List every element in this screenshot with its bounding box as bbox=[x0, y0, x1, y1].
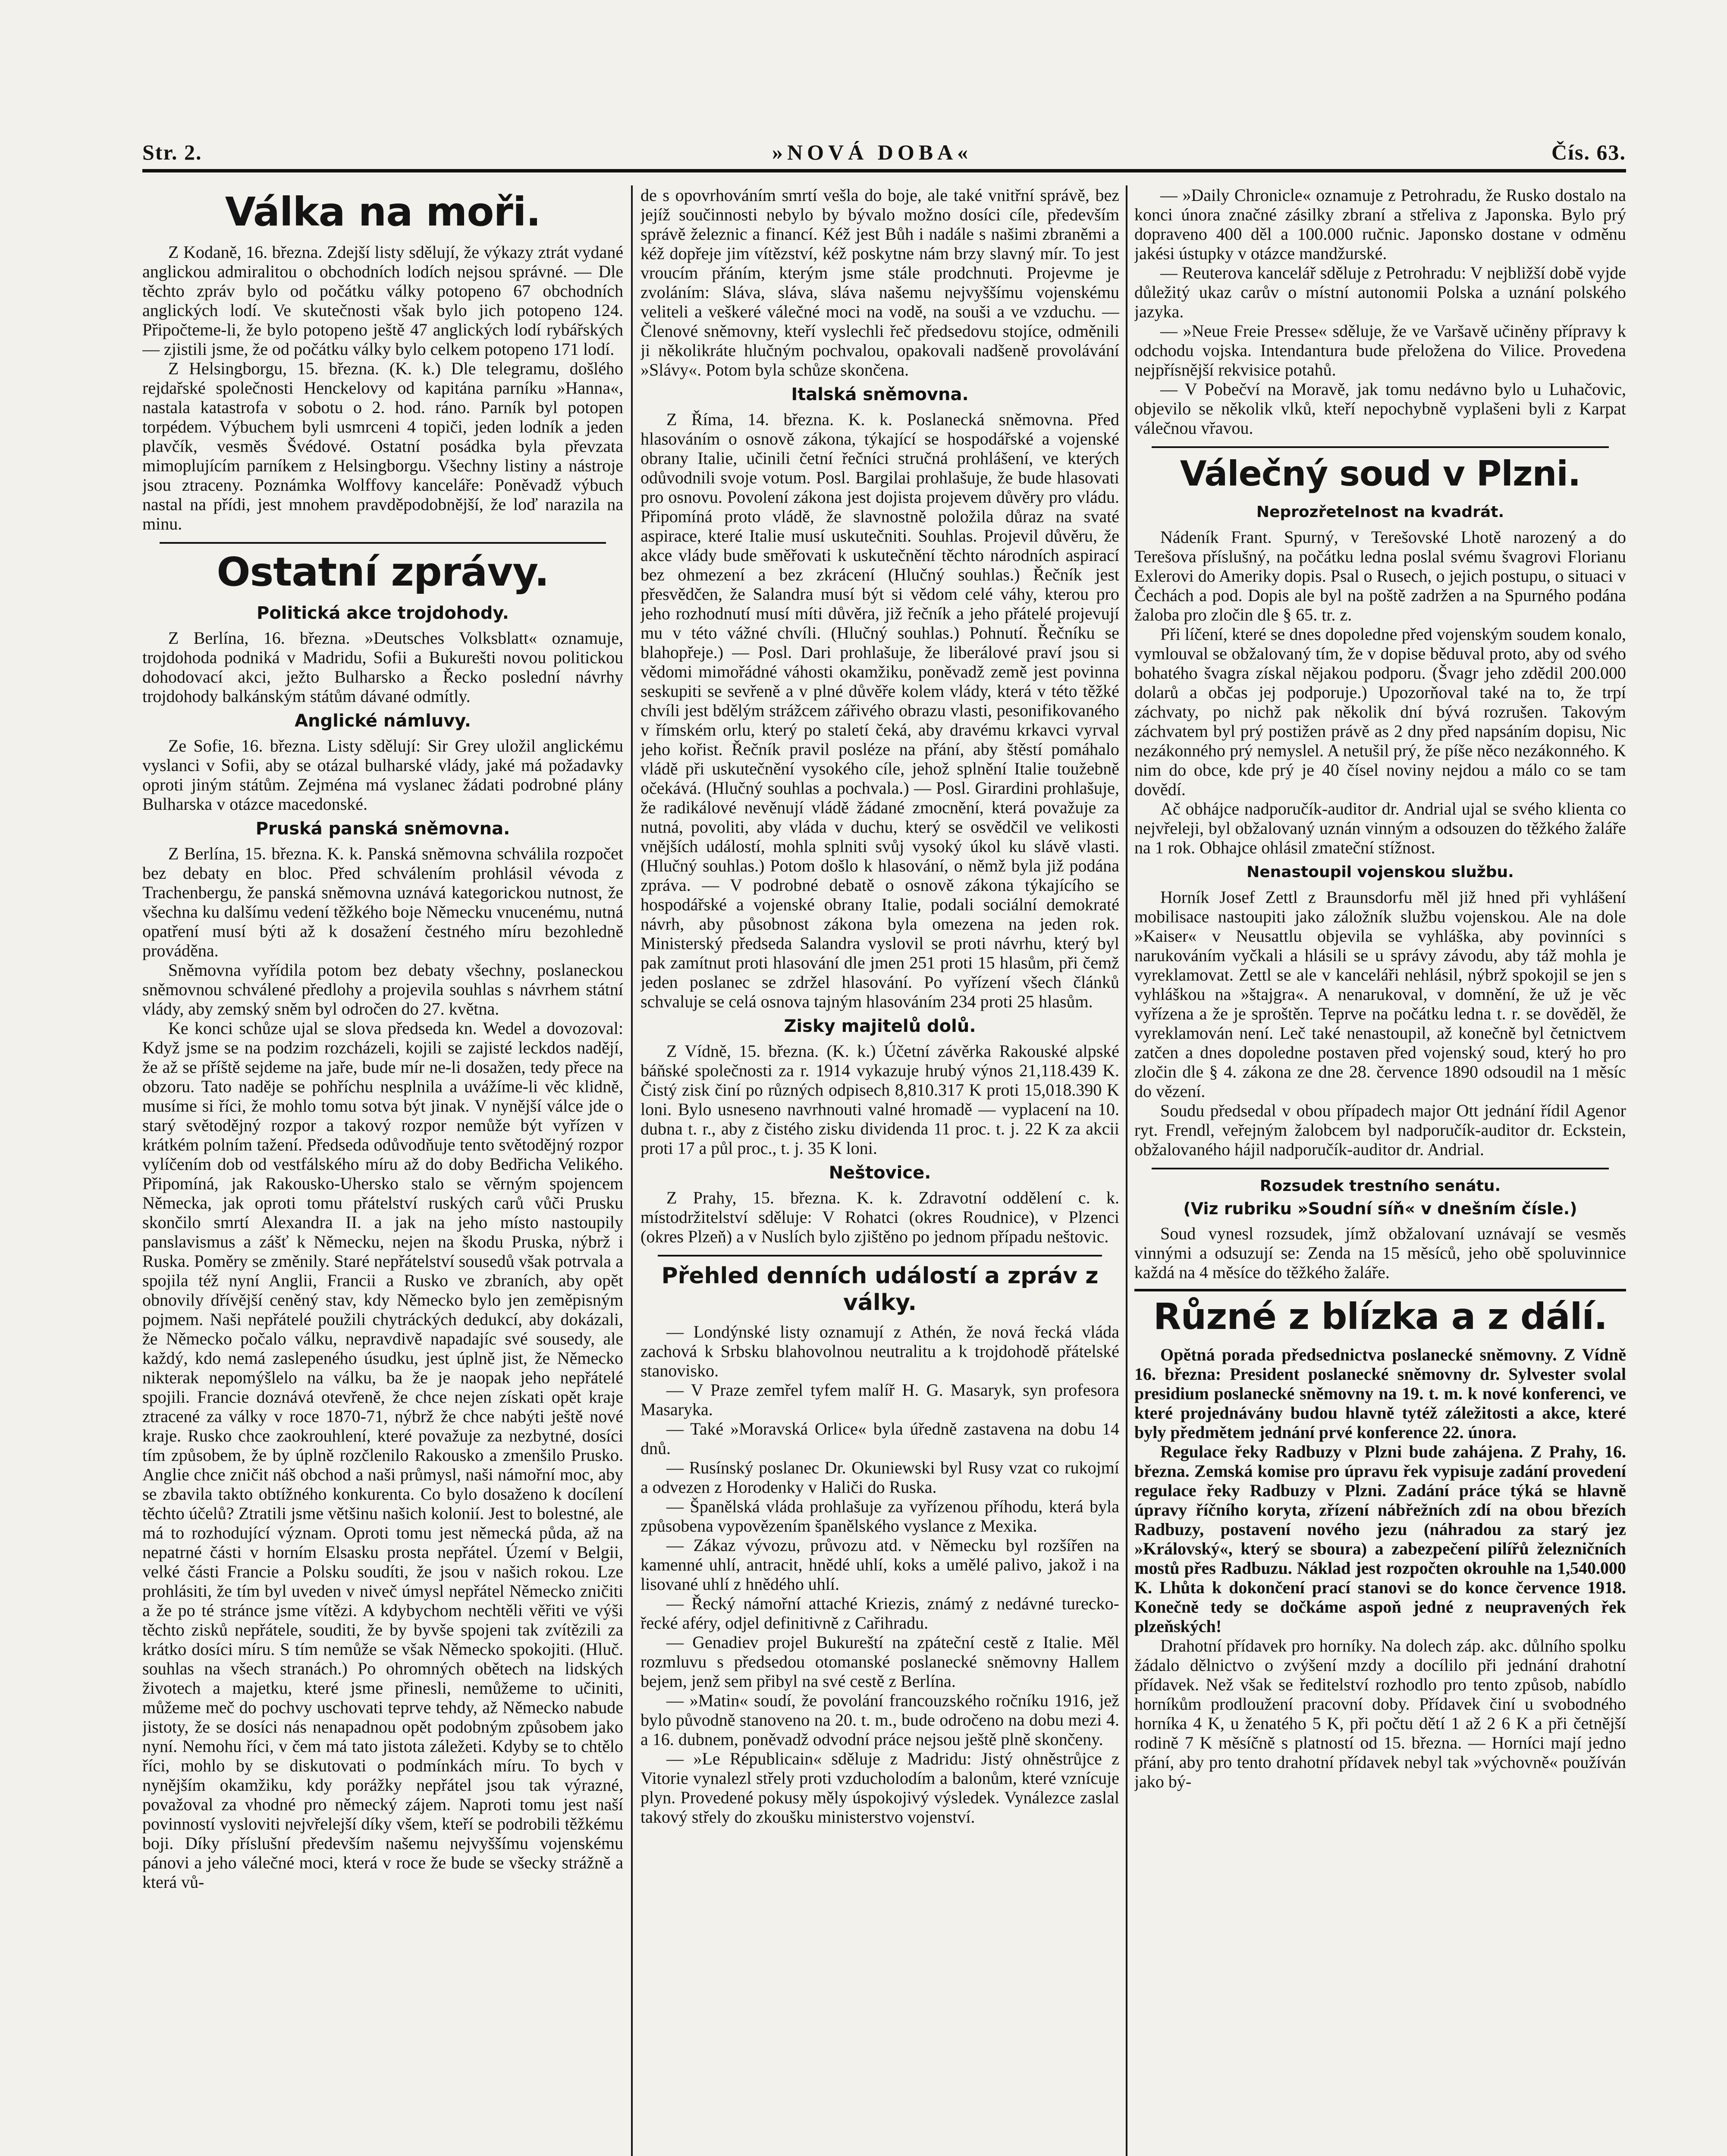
headline-prehled: Přehled denních událostí a zpráv z války. bbox=[661, 1263, 1099, 1316]
subheadline: Zisky majitelů dolů. bbox=[784, 1016, 976, 1036]
article-paragraph: Z Říma, 14. března. K. k. Poslanecká sněmovna. Před hlasováním o osnově zákona, týkající se hospodářské a vojenské obrany Italie, učinili četní řečníci stručná prohlášení, ve kterých odůvodnili svoje votum. Posl. Bargilai prohlašuje, že bude hlasovati pro osnovu. Povolení zákona jest dojista projevem důvěry pro vládu. Připomíná proto vládě, že slavnostně položila důraz na svaté aspirace, které Italie musí uskutečniti. Souhlas. Projevil důvěru, že akce vlády bude směřovati k uskutečnění těchto národních aspirací bez ohmezení a bez zkrácení (Hlučný souhlas.) Řečník jest přesvědčen, že Salandra musí být si vědom celé váhy, kterou pro jeho rozhodnutí musí míti důvěra, již řečník a jeho přátelé projevují mu v této vážné chvíli. (Hlučný souhlas.) Pohnutí. Řečníku se blahopřeje.) — Posl. Dari prohlašuje, že liberálové praví jsou si vědomi mimořádné váhosti okamžiku, poněvadž země jest povinna seskupiti se sevřeně a v plné důvěře kolem vlády, která v této těžké chvíli jest bdělým strážcem zářivého obrazu vlasti, pesonifikovaného v římském orlu, který po staletí čeká, aby dravému krkavci vyrval jeho kořist. Řečník pravil posléze na přání, aby štěstí pomáhalo vládě při uskutečnění vysokého cíle, jehož splnění Italie toužebně očekává. (Hlučný souhlas a pochvala.) — Posl. Girardini prohlašuje, že radikálové nevěnují vládě žádané zmocnění, která považuje za nutná, povoliti, aby vláda v duchu, který se osvědčil ve velikosti vnějších událostí, mohla splniti svůj vysoký úkol ku slávě vlasti. (Hlučný souhlas.) Potom došlo k hlasování, o němž byla již podána zpráva. — V podrobné debatě o osnově zákona týkajícího se hospodářské a vojenské obrany Italie, podali sociální demokraté návrh, aby působnost zákona byla omezena na jeden rok. Ministerský předseda Salandra vyslovil se proti návrhu, který byl pak zamítnut proti hlasování dle jmen 251 proti 15 hlasům, při čemž jeden poslanec se zdržel hlasování. Po vyřízení všech článků schvaluje se celá osnova tajným hlasováním 234 proti 25 hlasům. bbox=[641, 410, 1119, 1011]
news-item: — Španělská vláda prohlašuje za vyřízenou příhodu, která byla způsobena vypovězením španělského vyslance z Mexika. bbox=[641, 1497, 1119, 1536]
issue-number: Čís. 63. bbox=[1551, 140, 1626, 164]
section-divider bbox=[1152, 1168, 1609, 1169]
article-paragraph: Z Berlína, 16. března. »Deutsches Volksblatt« oznamuje, trojdohoda podniká v Madridu, Sofii a Bukurešti novou politickou dohodovací akci, ježto Bulharsko a Řecko poslední návrhy trojdohody balkánským státům dávané odmítly. bbox=[142, 628, 623, 706]
article-paragraph: Z Helsingborgu, 15. března. (K. k.) Dle telegramu, došlého rejdařské společnosti Henckelovy od kapitána parníku »Hanna«, nastala katastrofa v sobotu o 2. hod. ráno. Parník byl potopen torpédem. Výbuchem byli usmrceni 4 topiči, jeden lodník a jeden plavčík, vesměs Švédové. Ostatní posádka byla převzata mimoplujícím parníkem z Helsingborgu. Všechny listiny a nástroje jsou ztraceny. Poznámka Wolffovy kanceláře: Poněvadž výbuch nastal na přídi, jest mnohem pravděpodobnější, že loď narazila na minu. bbox=[142, 359, 623, 533]
article-paragraph: Ze Sofie, 16. března. Listy sdělují: Sir Grey uložil anglickému vyslanci v Sofii, aby se otázal bulharské vlády, jaké má požadavky oproti jiným státům. Zejména má vyslanec žádati podrobné plány Bulharska v otázce macedonské. bbox=[142, 736, 623, 814]
column-2 bbox=[641, 185, 1119, 2156]
subheadline-note: (Viz rubriku »Soudní síň« v dnešním čísle.) bbox=[1183, 1199, 1577, 1218]
subheadline: Pruská panská sněmovna. bbox=[255, 819, 510, 839]
news-item: — Zákaz vývozu, průvozu atd. v Německu byl rozšířen na kamenné uhlí, antracit, hnědé uhlí, koks a umělé palivo, jakož i na lisované uhlí z hnědého uhlí. bbox=[641, 1536, 1119, 1594]
news-item: — Reuterova kancelář sděluje z Petrohradu: V nejbližší době vyjde důležitý ukaz carův o místní autonomii Polska a uznání polského jazyka. bbox=[1134, 263, 1626, 321]
column-divider bbox=[1126, 185, 1127, 2156]
section-divider bbox=[1152, 446, 1609, 448]
news-item: — »Daily Chronicle« oznamuje z Petrohradu, že Rusko dostalo na konci února značné zásilky zbraní a střeliva z Japonska. Bylo prý dopraveno 400 děl a 100.000 ručnic. Japonsko dostane v odměnu jakési ústupky v otázce mandžurské. bbox=[1134, 185, 1626, 263]
column-3 bbox=[1134, 185, 1626, 2156]
subheadline: Neprozřetelnost na kvadrát. bbox=[1256, 503, 1504, 521]
article-paragraph: Soudu předsedal v obou případech major Ott jednání řídil Agenor ryt. Frendl, veřejným žalobcem byl nadporučík-auditor dr. Eckstein, obžalovaného hájil nadporučík-auditor dr. Andrial. bbox=[1134, 1101, 1626, 1159]
article-paragraph: Nádeník Frant. Spurný, v Terešovské Lhotě narozený a do Terešova příslušný, na počátku ledna poslal svému švagrovi Florianu Exlerovi do Ameriky dopis. Psal o Rusech, o jejich postupu, o situaci v Čechách a pod. Dopis ale byl na poště zadržen a na Spurného podána žaloba pro zločin dle § 65. tr. z. bbox=[1134, 527, 1626, 624]
header-rule bbox=[142, 169, 1626, 172]
article-paragraph: Sněmovna vyřídila potom bez debaty všechny, poslaneckou sněmovnou schválené předlohy a projevila souhlas s návrhem státní vlády, aby zemský sněm byl odročen do 27. května. bbox=[142, 960, 623, 1018]
column-1 bbox=[142, 185, 623, 2156]
article-paragraph: Opětná porada předsednictva poslanecké sněmovny. Z Vídně 16. března: President poslanecké sněmovny dr. Sylvester svolal presidium poslanecké sněmovny na 19. t. m. k nové konferenci, ve které projednávány budou hlavně tytéž záležitosti a akce, které byly předmětem jednání prvé konference 22. února. bbox=[1134, 1345, 1626, 1442]
article-paragraph: Soud vynesl rozsudek, jímž obžalovaní uznávají se vesměs vinnými a odsuzují se: Zenda na 15 měsíců, jeho obě spoluvinnice každá na 4 měsíce do těžkého žaláře. bbox=[1134, 1224, 1626, 1282]
news-item: — Rusínský poslanec Dr. Okuniewski byl Rusy vzat co rukojmí a odvezen z Horodenky v Haliči do Ruska. bbox=[641, 1458, 1119, 1497]
news-item: — »Neue Freie Presse« sděluje, že ve Varšavě učiněny přípravy k odchodu vojska. Intendantura bude přeložena do Vilice. Provedena nejpřísnější rekvisice potahů. bbox=[1134, 321, 1626, 379]
subheadline: Rozsudek trestního senátu. bbox=[1259, 1177, 1501, 1195]
headline-valecny-soud: Válečný soud v Plzni. bbox=[1180, 454, 1581, 494]
news-item: — V Pobečví na Moravě, jak tomu nedávno bylo u Luhačovic, objevilo se několik vlků, kteří nepochybně vyplašeni byli z Karpat válečnou vřavou. bbox=[1134, 379, 1626, 438]
subheadline: Italská sněmovna. bbox=[791, 385, 969, 404]
page-number: Str. 2. bbox=[142, 140, 202, 164]
subheadline: Neštovice. bbox=[829, 1163, 931, 1183]
news-item: — Genadiev projel Bukureští na zpáteční cestě z Italie. Měl rozmluvu s předsedou otomanské poslanecké sněmovny Hallem bejem, jenž sem přibyl na své cestě z Berlína. bbox=[641, 1633, 1119, 1691]
news-item: — V Praze zemřel tyfem malíř H. G. Masaryk, syn profesora Masaryka. bbox=[641, 1380, 1119, 1419]
article-paragraph: Regulace řeky Radbuzy v Plzni bude zahájena. Z Prahy, 16. března. Zemská komise pro úpravu řek vypisuje zadání provedení regulace řeky Radbuzy v Plzni. Zadání práce týká se hlavně úpravy říčního koryta, zřízení nábřežních zdí na obou březích Radbuzy, postavení nového jezu (náhradou za starý jez »Královský«, který se sboura) a zabezpečení pilířů železničních mostů přes Radbuzu. Náklad jest rozpočten okrouhle na 1,540.000 K. Lhůta k dokončení prací stanovi se do konce července 1918. Konečně tedy se dočkáme aspoň jedné z neupravených řek plzeňských! bbox=[1134, 1442, 1626, 1636]
section-divider bbox=[658, 1255, 1102, 1257]
article-paragraph: Z Vídně, 15. března. (K. k.) Účetní závěrka Rakouské alpské báňské společnosti za r. 1914 vykazuje hrubý výnos 21,118.439 K. Čistý zisk činí po různých odpisech 8,810.317 K proti 15,018.390 K loni. Bylo usneseno navrhnouti valné hromadě — vyplacení na 10. dubna t. r., aby z čistého zisku dividenda 11 proc. t. j. 22 K za akcii proti 17 a půl proc., t. j. 35 K loni. bbox=[641, 1041, 1119, 1158]
news-item: — »Matin« soudí, že povolání francouzského ročníku 1916, jež bylo původně stanoveno na 20. t. m., bude odročeno na dobu mezi 4. a 16. dubnem, poněvadž odvodní práce nejsou ještě plně skončeny. bbox=[641, 1691, 1119, 1749]
article-paragraph: Ač obhájce nadporučík-auditor dr. Andrial ujal se svého klienta co nejvřeleji, byl obžalovaný uznán vinným a odsouzen do těžkého žaláře na 1 rok. Obhajce ohlásil zmateční stížnost. bbox=[1134, 799, 1626, 857]
news-item: — »Le Républicain« sděluje z Madridu: Jistý ohněstrůjce z Vitorie vynalezl střely proti vzducholodím a balonům, které vznícuje plyn. Provedené pokusy měly úspokojivý výsledek. Vynálezce zaslal takový střely do zkoušku ministerstvo vojenství. bbox=[641, 1749, 1119, 1827]
article-paragraph: Drahotní přídavek pro horníky. Na dolech záp. akc. důlního spolku žádalo dělnictvo o zvýšení mzdy a docílilo při jednání drahotní přídavek. Než však se ředitelství rozhodlo pro tento způsob, nabídlo horníkům prodloužení pracovní doby. Přídavek činí u svobodného horníka 4 K, u ženatého 5 K, při počtu dětí 1 až 2 6 K a při četnější rodině 7 K měsíčně s platností od 15. března. — Horníci mají jedno přání, aby pro tento drahotní přídavek nebyl tak »výchovně« používán jako bý- bbox=[1134, 1636, 1626, 1791]
article-paragraph: Horník Josef Zettl z Braunsdorfu měl již hned při vyhlášení mobilisace nastoupiti jako záložník službu vojenskou. Ale na dole »Kaiser« v Neusattlu objevila se vyhláška, aby povinníci s narukováním vyčkali a hlásili se u správy závodu, aby táž mohla je vyreklamovat. Zettl se ale v kanceláři nehlásil, nýbrž spokojil se jen s vyhláškou na »štajgra«. A nenarukoval, v domnění, že už je věc vyřízena a že je sproštěn. Teprve na počátku ledna t. r. se dověděl, že vyreklamován není. Leč také nenastoupil, až konečně byl četnictvem zatčen a dnes dopoledne postaven před vojenský soud, který ho pro zločin dle § 4. zákona ze dne 28. července 1890 odsoudil na 1 měsíc do vězení. bbox=[1134, 887, 1626, 1101]
article-paragraph: Ke konci schůze ujal se slova předseda kn. Wedel a dovozoval: Když jsme se na podzim rozcházeli, kojili se zajisté leckdos nadějí, že až se příště sejdeme na jaře, bude mír ne-li dosažen, tedy přece na obzoru. Tato naděje se pohříchu nesplnila a uvážíme-li věc klidně, musíme si říci, že mohlo tomu sotva být jinak. V nynější válce jde o starý světodějný rozpor a takový rozpor nemůže být vyřízen v krátkém polním tažení. Předseda odůvodňuje tento světodějný rozpor vylíčením dob od vestfálského míru až do doby Bedřicha Velikého. Připomíná, jak Rakousko-Uhersko stalo se věrným spojencem Německa, jak oproti tomu přátelství ruských carů vůči Prusku skončilo smrtí Alexandra II. a jak na jeho místo nastoupily panslavismus a zášť k Německu, nejen na škodu Pruska, nýbrž i Ruska. Poměry se změnily. Staré nepřátelství sousedů však potrvala a spojila též nyní Anglii, Francii a Rusko ve zbraních, aby opět obnovily dřívější ceněný stav, kdy Německo bylo jen zeměpisným pojmem. Naši nepřátelé použili chytráckých dedukcí, aby dokázali, že Německo počalo válku, nepravdivě napadajíc své sousedy, ale každý, kdo nemá zaslepeného úsudku, jest úplně jist, že Německo nikterak nepomýšlelo na válku, ba že je naopak jeho nepřátelé spojili. Francie doznává otevřeně, že chce nejen získati opět kraje ztracené za války v roce 1870-71, nýbrž že chce nabýti ještě nové kraje. Rusko chce zaokrouhlení, které považuje za nezbytné, dosíci tím způsobem, že by úplně rozčlenilo Rakousko a zmenšilo Prusko. Anglie chce zničit náš obchod a naši průmysl, naši námořní moc, aby se zbavila takto obtížného konkurenta. Co bylo dosaženo k docílení těchto účelů? Ztratili jsme většinu našich kolonií. Jest to bolestné, ale má to rozhodující význam. Oproti tomu jest německá půda, až na nepatrné části v horním Elsasku prosta nepřátel. Území v Belgii, velké části Francie a Polsku soudíti, že jsou v našich rokou. Lze prohlásiti, že tím byl uveden v niveč úmysl nepřátel Německo zničiti a že po té stránce jsme vítězi. A kdybychom nechtěli věřiti ve výši těchto zisků nepřátele, souditi, že by byvše spojeni tak zvítězili za krátko dosíci míru. S tím nemůže se však Německo spokojiti. (Hluč. souhlas na všech stranách.) Po ohromných obětech na lidských životech a majetku, které jsme přinesli, nemůžeme to učiniti, můžeme meč do pochvy uschovati teprve tehdy, až Německo nabude jistoty, že se dosíci nás nenapadnou opět podobným způsobem jako nyní. Nemohu říci, v čem má tato jistota záležeti. Kdyby se to chtělo říci, mohlo by se diskutovati o podmínkách míru. To bych v nynějším okamžiku, kdy porážky nepřátel jsou tak výrazné, považoval za vhodné pro německý zájem. Naproti tomu jest naší povinností vysloviti nejvřelejší díky všem, kteří se podrobili těžkému boji. Díky příslušní především našemu nejvyššímu vojenskému pánovi a jeho válečné moci, která v roce že bude se všecky strážně a která vů- bbox=[142, 1018, 623, 1892]
article-paragraph: Při líčení, které se dnes dopoledne před vojenským soudem konalo, vymlouval se obžalovaný tím, že v dopise běduval proto, aby od svého bohatého švagra získal nějakou podporu. (Švagr jeho zdědil 200.000 dolarů a občas jej podporuje.) Upozorňoval také na to, že trpí záchvaty, po nichž pak několik dní bývá rozrušen. Takovým záchvatem byl prý postižen právě as 2 dny před napsáním dopisu, Nic nezákonného prý nemyslel. A netušil prý, že píše něco nezákonného. K nim do obce, kde prý je 40 čísel noviny nejdou a málo co se tam dovědí. bbox=[1134, 624, 1626, 799]
article-paragraph: de s opovrhováním smrtí vešla do boje, ale také vnitřní správě, bez jejíž součinnosti nebylo by bývalo možno dosíci cíle, především správě železnic a financí. Kéž jest Bůh i nadále s našimi zbraněmi a kéž dopřeje jim vítězství, kéž poskytne nám brzy slavný mír. To jest vroucím přáním, kterým jsme stále prodchnuti. Projevme je zvoláním: Sláva, sláva, sláva našemu nejvyššímu vojenskému veliteli a veškeré válečné moci na vodě, na souši a ve vzduchu. — Členové sněmovny, kteří vyslechli řeč předsedovu stojíce, odměnili ji několikráte hlučným pochvalou, opakovali nadšeně provolávání »Slávy«. Potom byla schůze skončena. bbox=[641, 185, 1119, 379]
news-item: — Řecký námořní attaché Kriezis, známý z nedávné turecko-řecké aféry, odjel definitivně z Cařihradu. bbox=[641, 1594, 1119, 1633]
section-divider bbox=[160, 542, 606, 544]
article-paragraph: Z Prahy, 15. března. K. k. Zdravotní oddělení c. k. místodržitelství sděluje: V Rohatci (okres Roudnice), v Plzenci (okres Plzeň) a v Nuslích bylo zjištěno po jednom případu neštovic. bbox=[641, 1188, 1119, 1246]
column-divider bbox=[631, 185, 633, 2156]
news-item: — Také »Moravská Orlice« byla úředně zastavena na dobu 14 dnů. bbox=[641, 1419, 1119, 1458]
headline-ruzne: Různé z blízka a z dálí. bbox=[1153, 1295, 1608, 1338]
headline-valka-na-mori: Válka na moři. bbox=[225, 189, 541, 235]
headline-ostatni-zpravy: Ostatní zprávy. bbox=[217, 549, 549, 595]
page-header bbox=[142, 137, 1626, 172]
section-divider bbox=[1134, 1289, 1626, 1291]
subheadline: Nenastoupil vojenskou službu. bbox=[1247, 863, 1514, 881]
newspaper-title: »NOVÁ DOBA« bbox=[772, 140, 973, 164]
subheadline: Politická akce trojdohody. bbox=[257, 603, 509, 623]
article-paragraph: Z Kodaně, 16. března. Zdejší listy sdělují, že výkazy ztrát vydané anglickou admiralitou o obchodních lodích nejsou správné. — Dle těchto zpráv bylo od počátku války potopeno 67 obchodních anglických lodí. Ve skutečnosti však bylo jich potopeno 124. Připočteme-li, že bylo potopeno ještě 47 anglických lodí rybářských — zjistili jsme, že od počátku války bylo celkem potopeno 171 lodí. bbox=[142, 242, 623, 359]
news-item: — Londýnské listy oznamují z Athén, že nová řecká vláda zachová k Srbsku blahovolnou neutralitu a k trojdohodě přátelské stanovisko. bbox=[641, 1322, 1119, 1380]
article-paragraph: Z Berlína, 15. března. K. k. Panská sněmovna schválila rozpočet bez debaty en bloc. Před schválením prohlásil vévoda z Trachenbergu, že panská sněmovna uznává kategorickou nutnost, že všechna ku dalšímu vedení těžkého boje Německu vnucenému, nutná opatření musí býti až k dosažení čestného míru bezohledně prováděna. bbox=[142, 844, 623, 960]
subheadline: Anglické námluvy. bbox=[295, 711, 471, 731]
